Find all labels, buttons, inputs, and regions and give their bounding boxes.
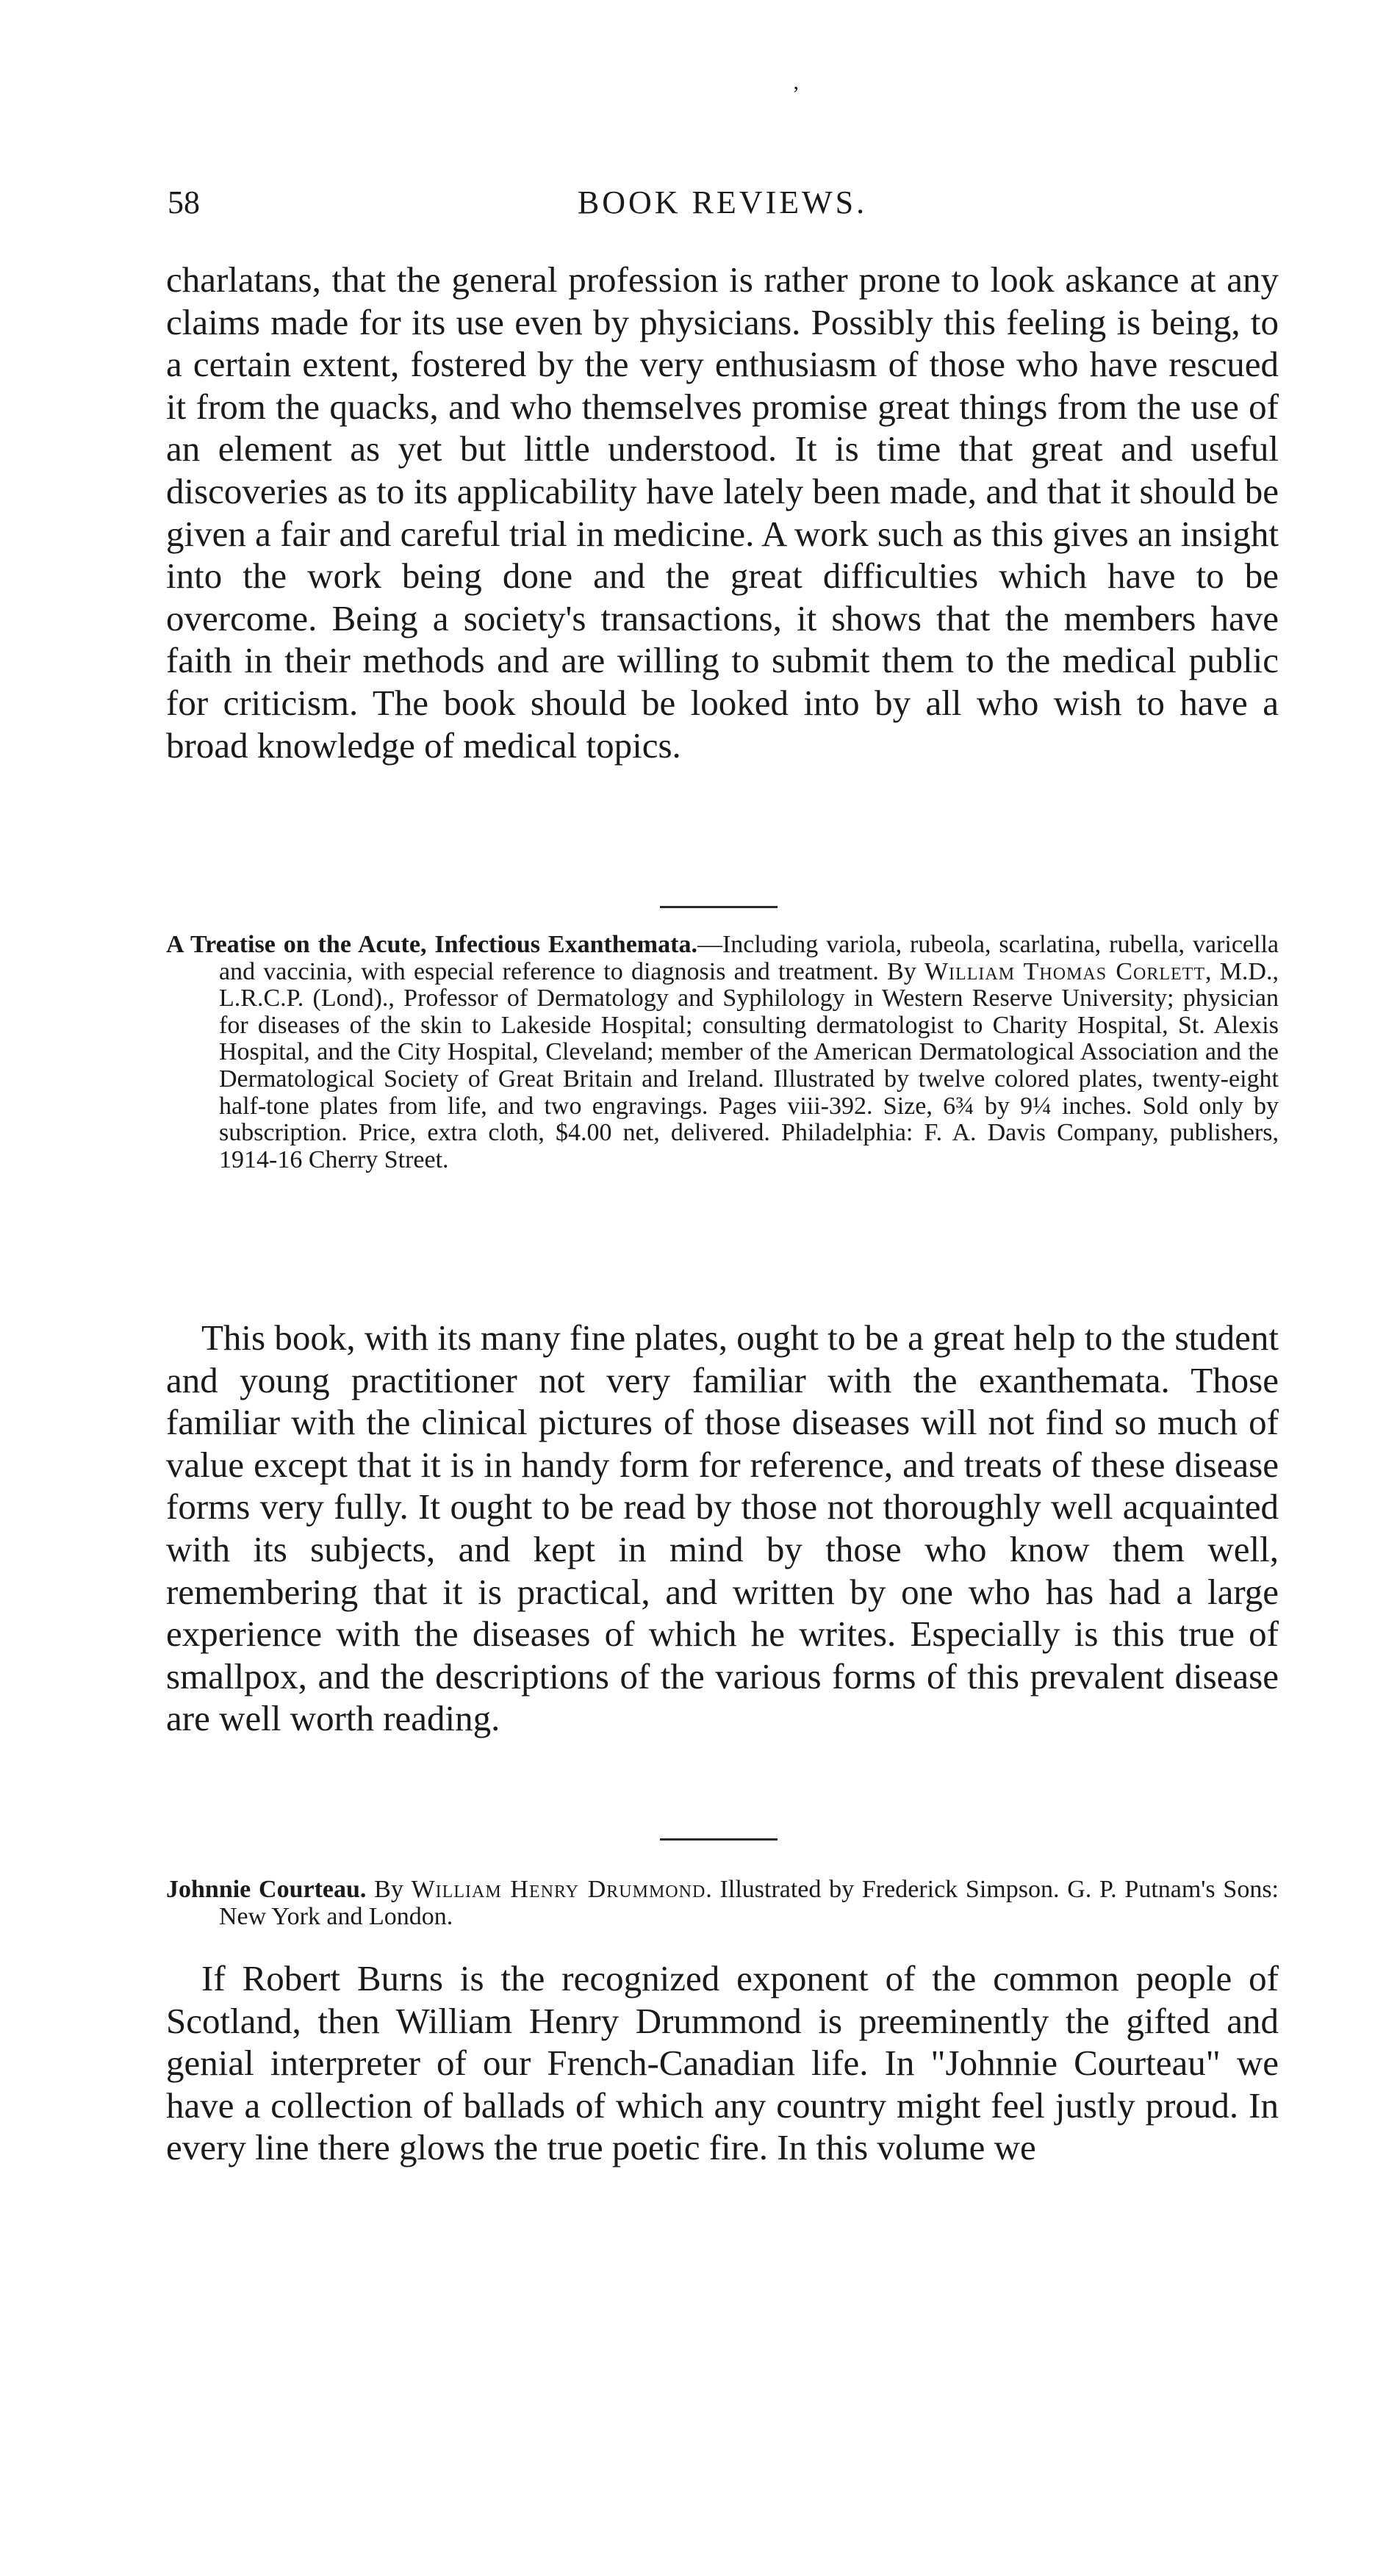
review-1-title: A Treatise on the Acute, Infectious Exanthemata. xyxy=(166,931,697,958)
review-1-citation xyxy=(166,932,1279,1173)
review-2-title: Johnnie Courteau. xyxy=(166,1876,367,1903)
review-1-body xyxy=(166,1317,1279,1740)
review-1-citation-pre: —Including variola, rubeola, scarlatina, rubella, varicella and vaccinia, with especial reference to diagnosis and treatment. By xyxy=(219,931,1279,985)
review-2-body xyxy=(166,1957,1279,2169)
continuation-text: charlatans, that the general profession is rather prone to look askance at any claims made for its use even by physicians. Possibly this feeling is being, to a certain extent, fostered by the very enthusiasm of those who have rescued it from the quacks, and who themselves promise great things from the use of an element as yet but little understood. It is time that great and useful discoveries as to its applicability have lately been made, and that it should be given a fair and careful trial in medicine. A work such as this gives an insight into the work being done and the great difficulties which have to be overcome. Being a society's transactions, it shows that the members have faith in their methods and are willing to submit them to the medical public for criticism. The book should be looked into by all who wish to have a broad knowledge of medical topics. xyxy=(166,259,1279,766)
review-1-body-text: This book, with its many fine plates, ought to be a great help to the student and young practitioner not very familiar with the exanthemata. Those familiar with the clinical pictures of those diseases will not find so much of value except that it is in handy form for reference, and treats of these disease forms very fully. It ought to be read by those not thoroughly well acquainted with its subjects, and kept in mind by those who know them well, remembering that it is practical, and written by one who has had a large experience with the diseases of which he writes. Especially is this true of smallpox, and the descriptions of the various forms of this prevalent disease are well worth reading. xyxy=(166,1317,1279,1739)
section-divider xyxy=(660,906,778,908)
review-1-author: William Thomas Corlett xyxy=(924,957,1205,985)
review-1-citation-post: , M.D., L.R.C.P. (Lond)., Professor of Dermatology and Syphilology in Western Reserve University; physician for diseases of the skin to Lakeside Hospital; consulting dermatologist to Charity Hospital, St. Alexis Hospital, and the City Hospital, Cleveland; member of the American Dermatological Association and the Dermatological Society of Great Britain and Ireland. Illustrated by twelve colored plates, twenty-eight half-tone plates from life, and two engravings. Pages viii-392. Size, 6¾ by 9¼ inches. Sold only by subscription. Price, extra cloth, $4.00 net, delivered. Philadelphia: F. A. Davis Company, publishers, 1914-16 Cherry Street. xyxy=(219,957,1279,1173)
continuation-paragraph xyxy=(166,259,1279,766)
review-2-citation-pre: By xyxy=(366,1876,412,1903)
speck-mark: ʼ xyxy=(792,82,800,107)
review-2-author: William Henry Drummond xyxy=(411,1876,706,1903)
page-number: 58 xyxy=(168,184,200,220)
review-2-citation-post: . Illustrated by Frederick Simpson. G. P. Putnam's Sons: New York and London. xyxy=(219,1876,1279,1930)
section-divider xyxy=(660,1838,778,1841)
review-2-body-text: If Robert Burns is the recognized exponent of the common people of Scotland, then William Henry Drummond is preeminently the gifted and genial interpreter of our French-Canadian life. In "Johnnie Courteau" we have a collection of ballads of which any country might feel justly proud. In every line there glows the true poetic fire. In this volume we xyxy=(166,1958,1279,2168)
page-header xyxy=(168,184,1277,228)
running-title: BOOK REVIEWS. xyxy=(577,184,868,220)
review-2-citation xyxy=(166,1877,1279,1930)
